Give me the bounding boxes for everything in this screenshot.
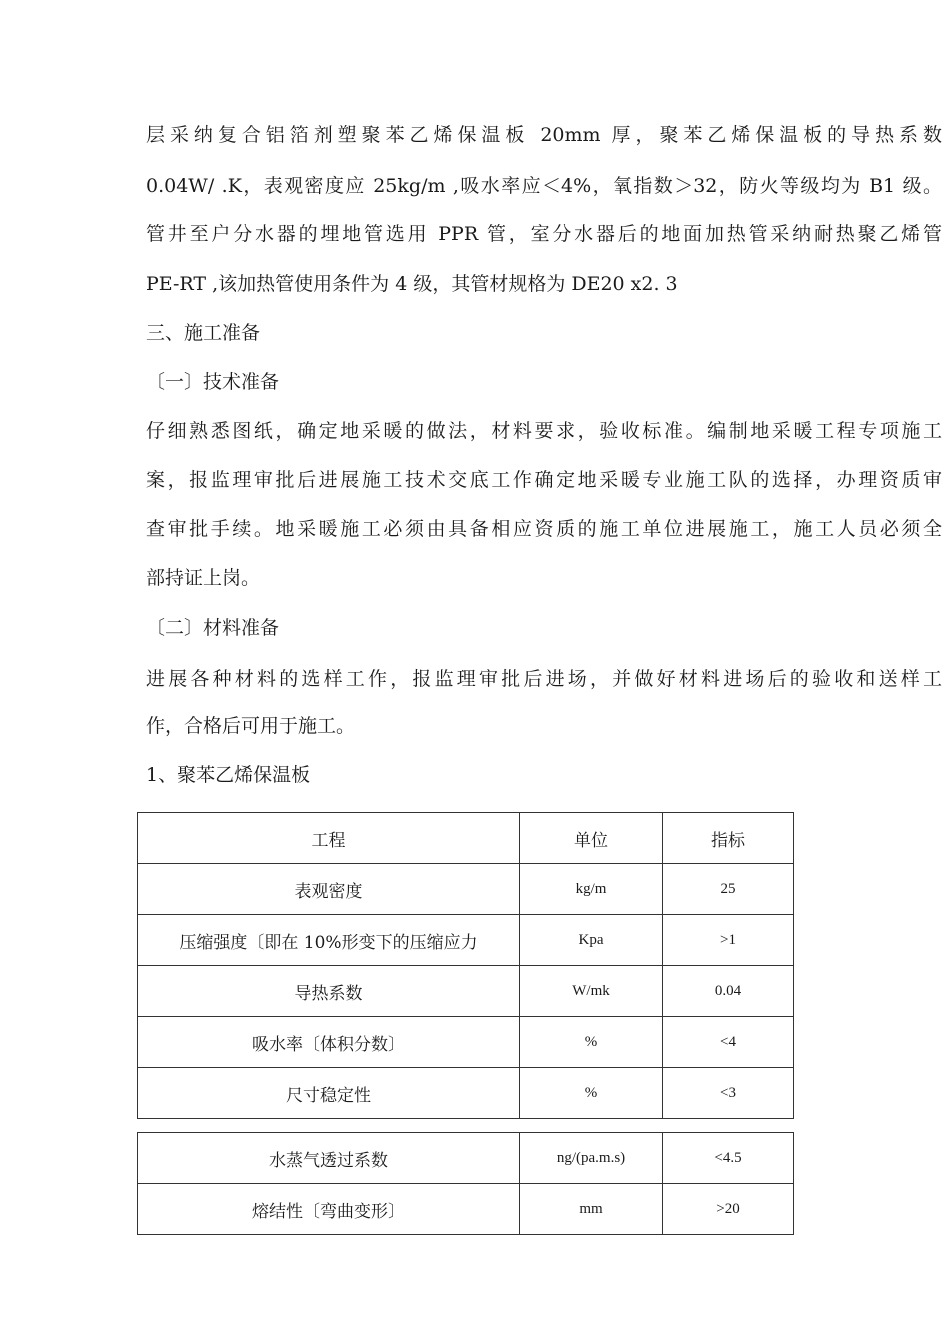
table-row bbox=[138, 864, 794, 915]
table-cell: 25 bbox=[663, 864, 794, 915]
header-cell: 单位 bbox=[520, 813, 663, 864]
table-cell: <3 bbox=[663, 1068, 794, 1119]
paragraph-line: 进展各种材料的选样工作，报监理审批后进场，并做好材料进场后的验收和送样工 bbox=[146, 668, 942, 690]
table-header-row bbox=[138, 813, 794, 864]
table-row bbox=[138, 915, 794, 966]
table-cell: % bbox=[520, 1068, 663, 1119]
table-cell: 0.04 bbox=[663, 966, 794, 1017]
table-cell: 表观密度 bbox=[138, 864, 520, 915]
table-cell: >20 bbox=[663, 1184, 794, 1235]
paragraph-line: 仔细熟悉图纸，确定地采暖的做法，材料要求，验收标准。编制地采暖工程专项施工 bbox=[146, 420, 942, 442]
paragraph-line: 管井至户分水器的埋地管选用 PPR 管，室分水器后的地面加热管采纳耐热聚乙烯管 bbox=[146, 223, 942, 245]
header-cell: 指标 bbox=[663, 813, 794, 864]
table-row bbox=[138, 966, 794, 1017]
paragraph-line: 案，报监理审批后进展施工技术交底工作确定地采暖专业施工队的选择，办理资质审 bbox=[146, 469, 942, 491]
table-cell: ng/(pa.m.s) bbox=[520, 1133, 663, 1184]
table-cell: <4.5 bbox=[663, 1133, 794, 1184]
table-row bbox=[138, 1068, 794, 1119]
table-cell: 导热系数 bbox=[138, 966, 520, 1017]
table-cell: >1 bbox=[663, 915, 794, 966]
table-cell: 吸水率〔体积分数〕 bbox=[138, 1017, 520, 1068]
spec-table-2 bbox=[137, 1132, 794, 1235]
table-cell: Kpa bbox=[520, 915, 663, 966]
paragraph-line: 作，合格后可用于施工。 bbox=[146, 715, 356, 737]
subsection-heading: 〔一〕技术准备 bbox=[146, 371, 280, 393]
table-cell: 压缩强度〔即在 10%形变下的压缩应力 bbox=[138, 915, 520, 966]
section-heading: 三、施工准备 bbox=[146, 322, 261, 344]
list-heading: 1、聚苯乙烯保温板 bbox=[146, 764, 311, 786]
header-cell: 工程 bbox=[138, 813, 520, 864]
paragraph-line: 查审批手续。地采暖施工必须由具备相应资质的施工单位进展施工，施工人员必须全 bbox=[146, 518, 942, 540]
table-cell: 水蒸气透过系数 bbox=[138, 1133, 520, 1184]
table-cell: W/mk bbox=[520, 966, 663, 1017]
table-row bbox=[138, 1184, 794, 1235]
paragraph-line: 部持证上岗。 bbox=[146, 567, 261, 589]
table-cell: 尺寸稳定性 bbox=[138, 1068, 520, 1119]
paragraph-line: 层采纳复合铝箔剂塑聚苯乙烯保温板 20mm 厚，聚苯乙烯保温板的导热系数 bbox=[146, 124, 942, 146]
paragraph-line: PE-RT ,该加热管使用条件为 4 级，其管材规格为 DE20 x2. 3 bbox=[146, 273, 678, 295]
table-cell: mm bbox=[520, 1184, 663, 1235]
paragraph-line: 0.04W/ .K，表观密度应 25kg/m ,吸水率应＜4%，氧指数＞32，防火等级均为 B1 级。 bbox=[146, 175, 942, 197]
table-cell: <4 bbox=[663, 1017, 794, 1068]
table-cell: % bbox=[520, 1017, 663, 1068]
table-row bbox=[138, 1017, 794, 1068]
table-cell: 熔结性〔弯曲变形〕 bbox=[138, 1184, 520, 1235]
subsection-heading: 〔二〕材料准备 bbox=[146, 617, 280, 639]
spec-table-1 bbox=[137, 812, 794, 1119]
table-cell: kg/m bbox=[520, 864, 663, 915]
table-row bbox=[138, 1133, 794, 1184]
